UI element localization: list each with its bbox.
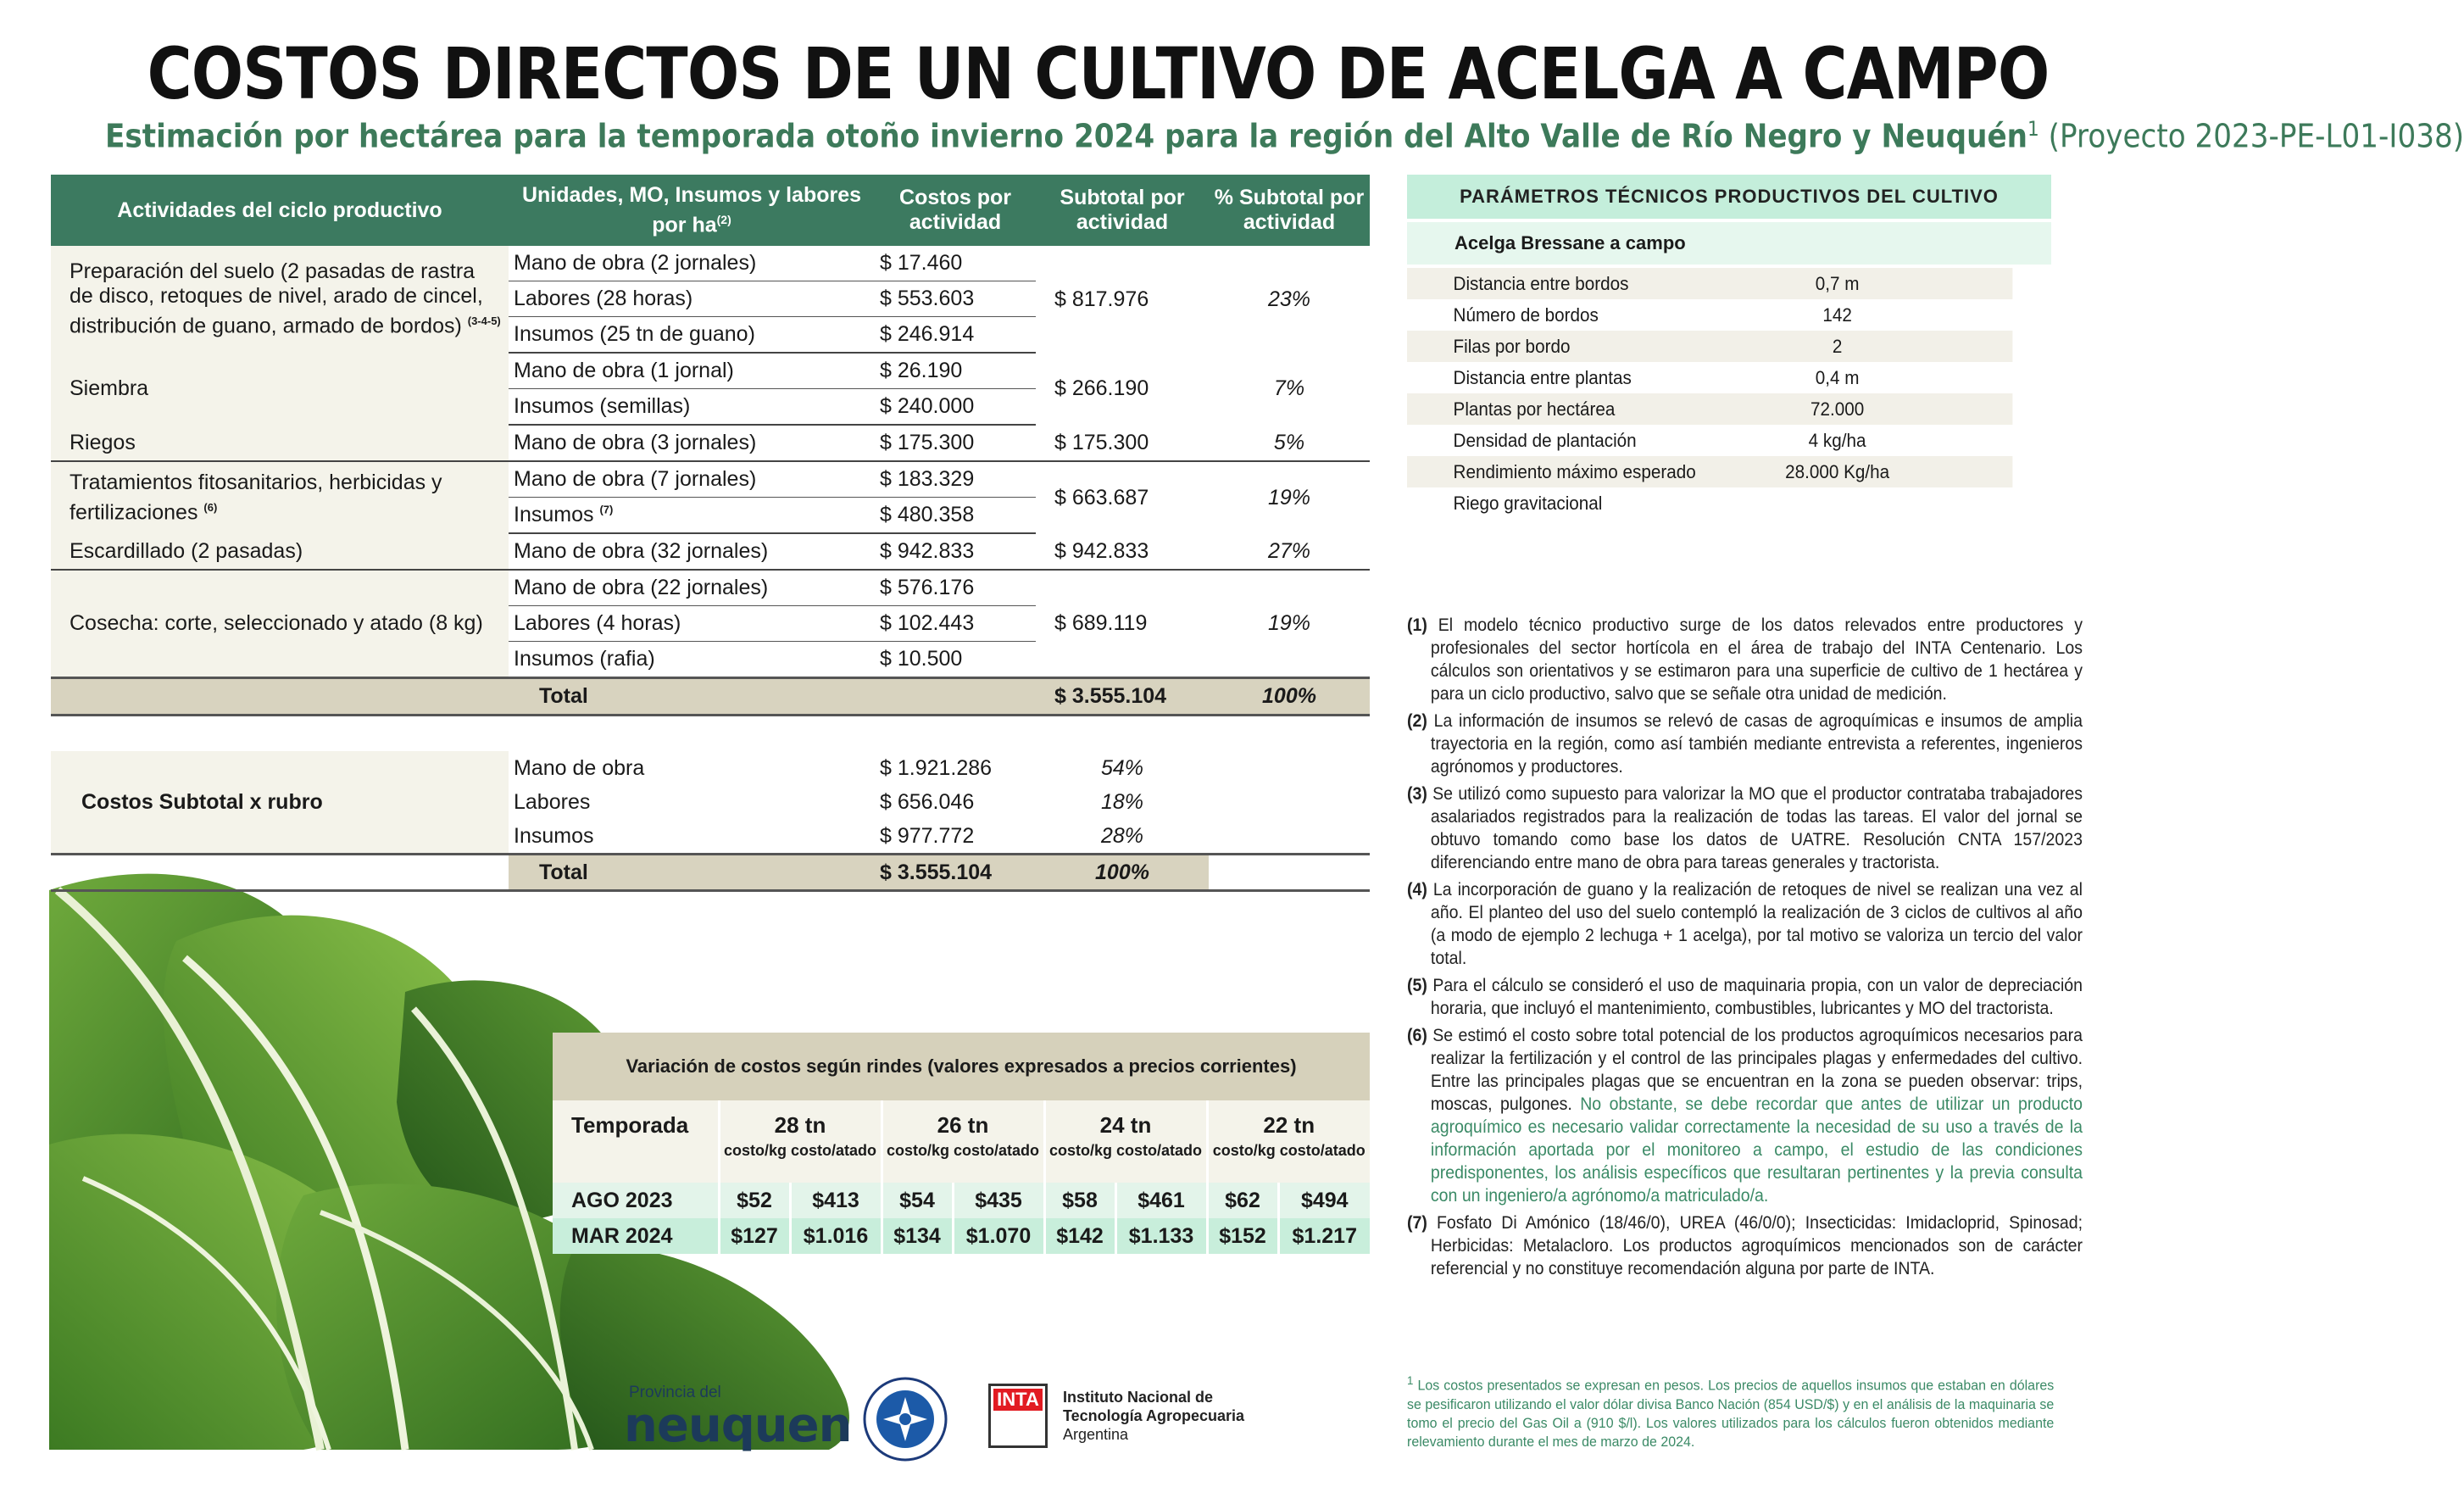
note-item: [1407, 710, 2083, 778]
item-label: Mano de obra (22 jornales): [514, 576, 769, 599]
item-cost: $ 246.914: [875, 317, 1036, 354]
item-label: Mano de obra (7 jornales): [514, 467, 757, 491]
variation-value: $413: [790, 1183, 882, 1218]
item-label: Labores (28 horas): [514, 287, 693, 310]
item-cost: $ 183.329: [875, 461, 1036, 498]
subtitle-project: (Proyecto 2023-PE-L01-I038): [2039, 117, 2464, 155]
variation-season: AGO 2023: [553, 1183, 719, 1218]
page-title: COSTOS DIRECTOS DE UN CULTIVO DE ACELGA A CAMPO: [147, 32, 2050, 115]
note-number: (6): [1407, 1026, 1427, 1045]
subtotal-cell: $ 175.300: [1036, 425, 1209, 461]
table-row: [51, 425, 1370, 461]
param-row: [1407, 362, 2012, 393]
table-row: [51, 461, 1370, 498]
param-value: 2: [1832, 336, 1843, 357]
yield-label: 24 tn: [1099, 1112, 1152, 1138]
pct-cell: 23%: [1267, 287, 1311, 311]
param-value: 0,7 m: [1815, 273, 1860, 294]
header-pct: % Subtotal por actividad: [1209, 175, 1370, 246]
inta-line3: Argentina: [1063, 1426, 1129, 1443]
rubro-row: [51, 751, 1370, 785]
variation-value: $62: [1207, 1183, 1278, 1218]
pct-cell: 7%: [1273, 376, 1305, 400]
table-row: [51, 246, 1370, 281]
variation-row: [553, 1218, 1370, 1254]
variation-value: $54: [882, 1183, 953, 1218]
yield-col: [1207, 1100, 1370, 1183]
subtotal-cell: $ 266.190: [1054, 376, 1149, 400]
note-item: [1407, 974, 2083, 1020]
param-label: Densidad de plantación: [1453, 430, 1637, 451]
variation-value: $494: [1278, 1183, 1370, 1218]
param-label: Riego gravitacional: [1453, 493, 1603, 514]
activity-cell: [51, 425, 509, 461]
note-text: El modelo técnico productivo surge de los datos relevados entre productores y profesionales del sector hortícola en el área de trabajo del INTA Centenario. Los cálculos son orientativos y se estimaron para una superficie de cultivo de 1 hectárea y para un ciclo productivo, salvo que se señale otra unidad de medición.: [1430, 615, 2083, 704]
variation-value: $461: [1115, 1183, 1207, 1218]
note-number: (3): [1407, 784, 1427, 804]
item-label-cell: [509, 533, 875, 570]
item-label-cell: [509, 570, 875, 606]
variation-season-label: Temporada: [553, 1100, 719, 1183]
variation-value: $1.133: [1115, 1218, 1207, 1254]
item-label: Mano de obra (3 jornales): [514, 431, 757, 454]
inta-logo: [988, 1384, 1244, 1448]
item-label: Insumos (rafia): [514, 647, 655, 671]
item-cost: $ 576.176: [875, 570, 1036, 606]
subtotal-cell: $ 942.833: [1036, 533, 1209, 570]
table-row: [51, 353, 1370, 389]
note-number: (4): [1407, 880, 1427, 899]
subtotal-cell: $ 689.119: [1054, 611, 1148, 635]
variation-row: [553, 1183, 1370, 1218]
rubro-item-label: Labores: [514, 789, 591, 814]
item-label-cell: [509, 317, 875, 354]
header-cost: Costos por actividad: [875, 175, 1036, 246]
param-row: [1407, 331, 2012, 362]
item-label: Insumos: [514, 503, 594, 526]
note-text: Se estimó el costo sobre total potencial de los productos agroquímicos necesarios para realizar la fertilización y el control de las principales plagas y enfermedades del cultivo. Entre las principales plagas que se encuentran en la zona se pueden observar: trips, moscas, pulgones.: [1430, 1026, 2083, 1114]
header-subtotal: Subtotal por actividad: [1036, 175, 1209, 246]
activity-text: Riegos: [70, 430, 136, 454]
sub-atado-label: costo/atado: [1279, 1142, 1365, 1159]
rubro-item-cost: $ 656.046: [880, 789, 975, 814]
param-label: Filas por bordo: [1453, 336, 1571, 357]
footnote-ref: 1: [1407, 1374, 1414, 1388]
item-label: Mano de obra (1 jornal): [514, 359, 734, 382]
total-label: Total: [509, 678, 875, 716]
note-warning: No obstante, se debe recordar que antes de utilizar un producto agroquímico es necesario validar correctamente la necesidad de su uso a través de la información aportada por el monitoreo a campo, el estudio de las condiciones predisponentes, los análisis específicos que resultaran pertinentes y la previa consulta con un ingeniero/a agrónomo/a matriculado/a.: [1430, 1094, 2083, 1206]
item-cost: $ 553.603: [875, 281, 1036, 317]
table-row: [51, 533, 1370, 570]
activity-sup: (6): [203, 500, 218, 514]
yield-col: [882, 1100, 1044, 1183]
footnote-text: Los costos presentados se expresan en pesos. Los precios de aquellos insumos que estaban en dólares se pesificaron utilizando el valor dólar divisa Banco Nación (854 USD/$) y en el análisis de la maquinaria se tomo el precio del Gas Oil a (910 $/l). Los valores utilizados para los cálculos fueron obtenidos mediante relevamiento durante el mes de marzo de 2024.: [1407, 1377, 2055, 1450]
param-value: 4 kg/ha: [1808, 430, 1866, 451]
item-label-cell: [509, 498, 875, 534]
rubro-item-cost: $ 1.921.286: [880, 755, 993, 780]
note-text: Se utilizó como supuesto para valorizar la MO que el productor contrataba trabajadores asalariados registrados para la realización de todas las tareas. El valor del jornal se obtuvo tomando como base los datos de UATRE. Resolución CNTA 157/2023 diferenciando entre mano de obra para tareas generales y tractorista.: [1430, 784, 2083, 872]
yield-col: [719, 1100, 882, 1183]
activity-cell: [51, 533, 509, 570]
sub-kg-label: costo/kg: [886, 1142, 949, 1159]
variation-value: $1.217: [1278, 1218, 1370, 1254]
item-label: Insumos (semillas): [514, 394, 691, 418]
item-label: Mano de obra (32 jornales): [514, 539, 769, 563]
note-item: [1407, 614, 2083, 705]
variation-value: $52: [719, 1183, 790, 1218]
param-row: [1407, 456, 2012, 487]
costs-table: [51, 175, 1370, 716]
inta-line1: Instituto Nacional de: [1063, 1389, 1214, 1406]
sub-atado-label: costo/atado: [1116, 1142, 1203, 1159]
variation-header-row: [553, 1100, 1370, 1183]
item-sup: (7): [599, 503, 614, 516]
inta-logo-mark: INTA: [993, 1389, 1043, 1411]
note-text: Fosfato Di Amónico (18/46/0), UREA (46/0/0); Insecticidas: Imidacloprid, Spinosad; Herbicidas: Metalacloro. Los productos agroquímicos mencionados son de carácter referencial y no constituye recomendación alguna por parte de INTA.: [1430, 1213, 2083, 1278]
total-subtotal: $ 3.555.104: [1036, 678, 1209, 716]
yield-variation-table: [553, 1033, 1370, 1254]
header-units-text: Unidades, MO, Insumos y labores por ha: [521, 182, 862, 237]
item-label-cell: [509, 246, 875, 281]
item-cost: $ 942.833: [875, 533, 1036, 570]
activity-text: Escardillado (2 pasadas): [70, 538, 303, 563]
note-item: [1407, 878, 2083, 970]
header-activities: Actividades del ciclo productivo: [51, 175, 509, 246]
rubro-item-label: Insumos: [514, 823, 594, 848]
rubro-item-cost: $ 977.772: [880, 823, 975, 848]
sub-atado-label: costo/atado: [954, 1142, 1040, 1159]
university-seal-logo: [861, 1375, 949, 1463]
rubro-label: Costos Subtotal x rubro: [51, 751, 509, 855]
variation-value: $58: [1044, 1183, 1115, 1218]
rubro-total-label: Total: [509, 855, 875, 891]
item-label-cell: [509, 425, 875, 461]
neuquen-logo-text: neuquen: [624, 1398, 852, 1453]
neuquen-logo: [624, 1384, 852, 1453]
param-label: Rendimiento máximo esperado: [1453, 461, 1696, 482]
technical-parameters: [1407, 175, 2051, 519]
variation-value: $435: [953, 1183, 1044, 1218]
variation-value: $127: [719, 1218, 790, 1254]
yield-label: 22 tn: [1263, 1112, 1315, 1138]
rubro-item-label: Mano de obra: [514, 755, 645, 780]
pct-cell: 5%: [1209, 425, 1370, 461]
rubro-item-pct: 18%: [1100, 789, 1144, 814]
page-subtitle: [105, 117, 2464, 155]
item-cost: $ 10.500: [875, 642, 1036, 678]
activity-cell: [51, 570, 509, 678]
sub-kg-label: costo/kg: [723, 1142, 787, 1159]
sub-kg-label: costo/kg: [1048, 1142, 1112, 1159]
note-item: [1407, 1211, 2083, 1280]
item-label: Labores (4 horas): [514, 611, 681, 635]
param-label: Distancia entre plantas: [1453, 367, 1632, 388]
item-label-cell: [509, 389, 875, 426]
activity-cell: [51, 461, 509, 533]
params-title: PARÁMETROS TÉCNICOS PRODUCTIVOS DEL CULTIVO: [1407, 175, 2051, 219]
activity-text: Preparación del suelo (2 pasadas de rastra de disco, retoques de nivel, arado de cincel, distribución de guano, armado de bordos): [70, 259, 483, 338]
note-text: La incorporación de guano y la realización de retoques de nivel se realizan una vez al año. El planteo del uso del suelo contempló la realización de 3 ciclos de cultivos al año (a modo de ejemplo 2 lechuga + 1 acelga), por tal motivo se valoriza un tercio del valor total.: [1430, 880, 2083, 968]
note-number: (7): [1407, 1213, 1427, 1233]
footnote: [1407, 1372, 2054, 1451]
item-label-cell: [509, 606, 875, 642]
table-row: [51, 570, 1370, 606]
item-cost: $ 175.300: [875, 425, 1036, 461]
activity-text: Siembra: [70, 376, 149, 400]
variation-value: $142: [1044, 1218, 1115, 1254]
subtitle-main: Estimación por hectárea para la temporada otoño invierno 2024 para la región del Alto Valle de Río Negro y Neuquén: [105, 117, 2028, 155]
param-row: [1407, 425, 2012, 456]
item-cost: $ 480.358: [875, 498, 1036, 534]
item-label-cell: [509, 461, 875, 498]
rubro-total-row: [51, 855, 1370, 891]
note-text: Para el cálculo se consideró el uso de maquinaria propia, con un valor de depreciación horaria, que incluyó el mantenimiento, combustibles, lubricantes y MO del tractorista.: [1430, 976, 2083, 1018]
subtotal-cell: $ 817.976: [1054, 287, 1149, 311]
activity-text: Cosecha: corte, seleccionado y atado (8 kg): [70, 611, 483, 635]
rubro-total-pct: 100%: [1036, 855, 1209, 891]
note-number: (1): [1407, 615, 1427, 635]
inta-line2: Tecnología Agropecuaria: [1063, 1407, 1245, 1424]
neuquen-logo-small: Provincia del: [629, 1384, 721, 1401]
variation-season: MAR 2024: [553, 1218, 719, 1254]
activity-cell: [51, 246, 509, 353]
variation-value: $152: [1207, 1218, 1278, 1254]
note-text: La información de insumos se relevó de casas de agroquímicas e insumos de amplia trayectoria en la región, como así también mediante entrevista a referentes, ingenieros agrónomos y productores.: [1430, 711, 2083, 777]
params-crop: Acelga Bressane a campo: [1407, 222, 2051, 265]
variation-title: Variación de costos según rindes (valores expresados a precios corrientes): [553, 1033, 1370, 1100]
item-cost: $ 17.460: [875, 246, 1036, 281]
item-label-cell: [509, 281, 875, 317]
param-row: [1407, 487, 2012, 519]
header-units-sup: (2): [716, 212, 731, 226]
param-row: [1407, 393, 2012, 425]
yield-label: 28 tn: [774, 1112, 826, 1138]
variation-value: $1.016: [790, 1218, 882, 1254]
param-value: 142: [1822, 304, 1852, 326]
subtitle-footnote-ref: 1: [2027, 117, 2039, 141]
param-value: 0,4 m: [1815, 367, 1860, 388]
activity-cell: [51, 353, 509, 425]
activity-sup: (3-4-5): [467, 315, 501, 328]
note-number: (2): [1407, 711, 1427, 731]
param-label: Plantas por hectárea: [1453, 398, 1616, 420]
sub-atado-label: costo/atado: [791, 1142, 877, 1159]
item-label-cell: [509, 642, 875, 678]
param-value: 72.000: [1810, 398, 1865, 420]
param-row: [1407, 299, 2012, 331]
item-cost: $ 240.000: [875, 389, 1036, 426]
yield-label: 26 tn: [937, 1112, 989, 1138]
notes-section: [1407, 614, 2083, 1284]
pct-cell: 19%: [1267, 611, 1311, 635]
variation-value: $134: [882, 1218, 953, 1254]
rubro-item-pct: 54%: [1100, 755, 1144, 780]
pct-cell: 27%: [1209, 533, 1370, 570]
item-label-cell: [509, 353, 875, 389]
total-pct: 100%: [1209, 678, 1370, 716]
pct-cell: 19%: [1267, 485, 1311, 510]
sub-kg-label: costo/kg: [1212, 1142, 1276, 1159]
param-label: Distancia entre bordos: [1453, 273, 1629, 294]
total-row: [51, 678, 1370, 716]
note-item: [1407, 782, 2083, 874]
note-item: [1407, 1024, 2083, 1207]
note-number: (5): [1407, 976, 1427, 995]
variation-value: $1.070: [953, 1218, 1044, 1254]
item-label: Mano de obra (2 jornales): [514, 251, 757, 275]
item-cost: $ 26.190: [875, 353, 1036, 389]
subtotal-cell: $ 663.687: [1054, 485, 1149, 510]
rubro-table: [51, 751, 1370, 892]
item-cost: $ 102.443: [875, 606, 1036, 642]
rubro-item-pct: 28%: [1100, 823, 1144, 848]
item-label: Insumos (25 tn de guano): [514, 322, 755, 346]
activity-text: Tratamientos fitosanitarios, herbicidas y fertilizaciones: [70, 470, 442, 525]
param-row: [1407, 268, 2012, 299]
param-label: Número de bordos: [1453, 304, 1599, 326]
yield-col: [1044, 1100, 1207, 1183]
param-value: 28.000 Kg/ha: [1785, 461, 1890, 482]
rubro-total-cost: $ 3.555.104: [875, 855, 1036, 891]
header-units: [509, 175, 875, 246]
